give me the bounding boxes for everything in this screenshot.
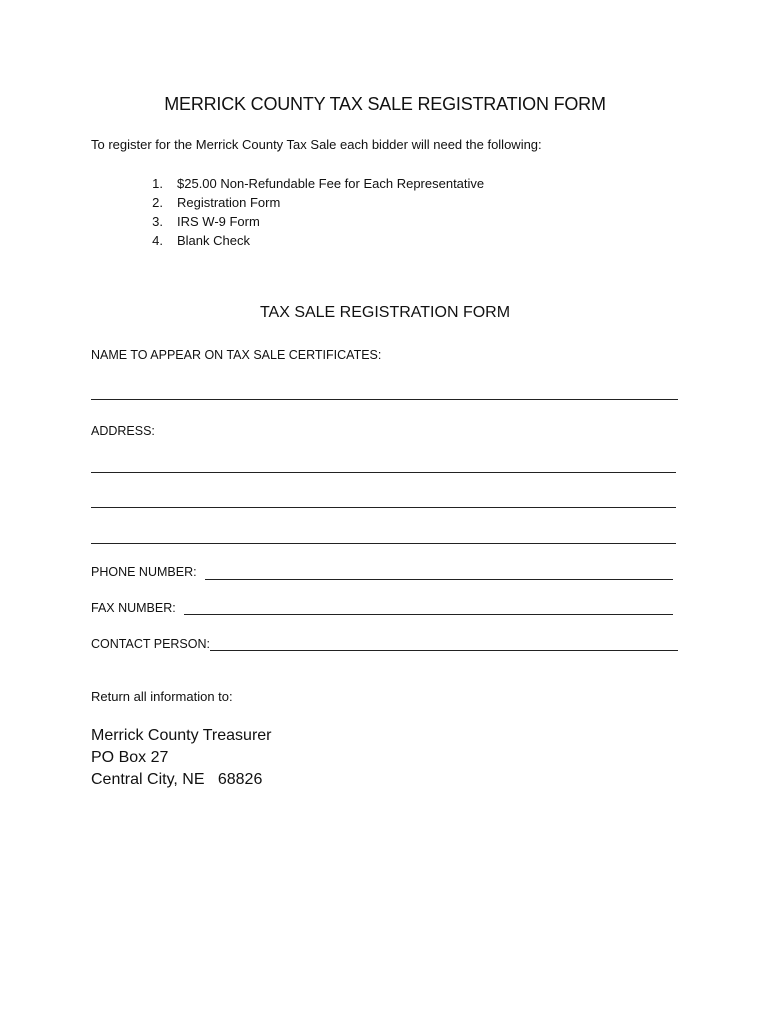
list-item (91, 193, 484, 212)
name-line[interactable] (91, 399, 678, 400)
fax-line[interactable] (184, 614, 673, 615)
fax-label: FAX NUMBER: (91, 601, 176, 615)
address-label: ADDRESS: (91, 424, 155, 438)
return-address (91, 725, 272, 791)
address-line-1[interactable] (91, 472, 676, 473)
name-label: NAME TO APPEAR ON TAX SALE CERTIFICATES: (91, 348, 382, 362)
phone-label: PHONE NUMBER: (91, 565, 197, 579)
address-line-2[interactable] (91, 507, 676, 508)
list-text: $25.00 Non-Refundable Fee for Each Representative (177, 176, 485, 191)
return-address-line: Merrick County Treasurer (91, 727, 272, 744)
list-item (91, 212, 484, 231)
list-item (91, 174, 484, 193)
contact-line[interactable] (210, 650, 678, 651)
return-address-line: Central City, NE 68826 (91, 771, 263, 788)
list-number: 4. (152, 233, 163, 248)
list-text: Registration Form (177, 195, 281, 210)
list-text: Blank Check (177, 233, 250, 248)
list-number: 3. (152, 214, 163, 229)
list-number: 1. (152, 176, 163, 191)
list-text: IRS W-9 Form (177, 214, 260, 229)
section-subtitle: TAX SALE REGISTRATION FORM (259, 304, 511, 321)
list-number: 2. (152, 195, 163, 210)
address-line-3[interactable] (91, 543, 676, 544)
list-item (91, 231, 484, 250)
return-address-line: PO Box 27 (91, 749, 169, 766)
phone-line[interactable] (205, 579, 673, 580)
intro-text: To register for the Merrick County Tax Sale each bidder will need the following: (91, 137, 542, 152)
form-title: MERRICK COUNTY TAX SALE REGISTRATION FORM (164, 94, 606, 114)
requirements-list (91, 174, 484, 250)
return-label: Return all information to: (91, 689, 233, 704)
contact-label: CONTACT PERSON: (91, 637, 210, 651)
